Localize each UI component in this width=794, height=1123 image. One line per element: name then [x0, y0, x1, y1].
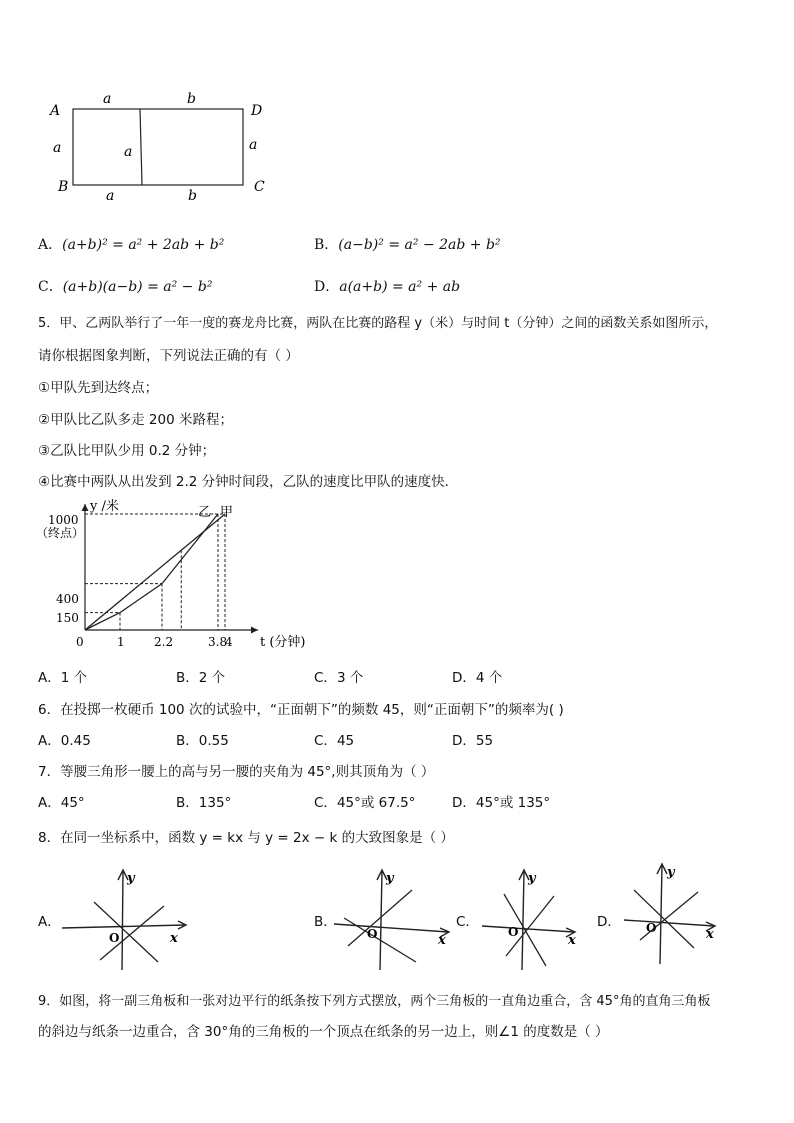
q6-option-a: A．0.45 [38, 733, 91, 749]
label-bottom-a: a [106, 188, 115, 200]
ytick-endpoint: （终点） [36, 526, 85, 540]
q7-option-a: A．45° [38, 795, 85, 811]
q9-question-line1: 9．如图，将一副三角板和一张对边平行的纸条按下列方式摆放，两个三角板的一直角边重合，含 45°角的直角三角板 [38, 994, 711, 1009]
q4-option-a: A．(a+b)² = a² + 2ab + b² [38, 237, 225, 253]
y-axis-label: y /米 [90, 499, 119, 514]
q8-graph-c [478, 866, 588, 974]
q5-option-b: B．2 个 [176, 670, 226, 686]
q8-option-c-label: C． [456, 914, 479, 930]
rectangle-outline [73, 109, 243, 185]
ytick-1000: 1000 [48, 513, 79, 527]
rectangle-figure [40, 85, 280, 200]
label-left-a: a [53, 140, 62, 156]
graph-d-x-label: x [706, 927, 714, 942]
q6-option-b: B．0.55 [176, 733, 229, 749]
series-label-yi: 乙 [198, 505, 212, 520]
q8-graph-b [330, 866, 460, 974]
origin-label: 0 [76, 635, 84, 649]
q8-graph-a [60, 866, 190, 974]
q7-option-b: B．135° [176, 795, 232, 811]
label-right-a: a [249, 137, 258, 153]
q5-statement-3: ③乙队比甲队少用 0.2 分钟； [38, 443, 216, 459]
vertex-d: D [251, 103, 263, 119]
q5-option-a: A．1 个 [38, 670, 88, 686]
graph-a-line-1 [94, 902, 158, 962]
vertex-a: A [50, 103, 61, 119]
rectangle-divider [140, 109, 142, 185]
q5-statement-2: ②甲队比乙队多走 200 米路程； [38, 412, 233, 428]
q8-graph-d [620, 858, 730, 966]
graph-a-x-label: x [170, 931, 178, 946]
series-yi-segment-1 [120, 584, 162, 613]
x-axis-label: t (分钟) [260, 635, 306, 650]
graph-d-y-label: y [667, 865, 675, 880]
q5-question-line1: 5．甲、乙两队举行了一年一度的赛龙舟比赛，两队在比赛的路程 y（米）与时间 t（分钟）之间的函数关系如图所示， [38, 316, 718, 331]
graph-b-y-label: y [386, 871, 394, 886]
q4-option-d: D．a(a+b) = a² + ab [314, 279, 461, 295]
graph-c-x-label: x [568, 933, 576, 948]
xtick-2-2: 2.2 [154, 635, 174, 649]
label-top-b: b [187, 91, 196, 107]
series-yi-segment-2 [162, 514, 218, 584]
label-bottom-b: b [188, 188, 197, 200]
ytick-400: 400 [56, 592, 79, 606]
vertex-b: B [58, 179, 69, 195]
q5-question-line2: 请你根据图象判断，下列说法正确的有（ ） [38, 348, 299, 364]
graph-b-x-label: x [438, 933, 446, 948]
q4-option-c: C．(a+b)(a−b) = a² − b² [38, 279, 213, 295]
series-jia-segment-0 [85, 514, 225, 630]
q7-option-d: D．45°或 135° [452, 795, 551, 811]
series-label-jia: 甲 [220, 505, 234, 520]
q8-option-a-label: A． [38, 914, 61, 930]
q6-option-c: C．45 [314, 733, 355, 749]
q5-statement-1: ①甲队先到达终点； [38, 380, 159, 396]
xtick-3-8: 3.8 [208, 635, 228, 649]
graph-d-line-1 [634, 890, 694, 948]
q5-option-c: C．3 个 [314, 670, 364, 686]
q5-statement-4: ④比赛中两队从出发到 2.2 分钟时间段，乙队的速度比甲队的速度快． [38, 474, 459, 490]
q4-option-b: B．(a−b)² = a² − 2ab + b² [314, 237, 501, 253]
q8-question: 8．在同一坐标系中，函数 y = kx 与 y = 2x − k 的大致图象是（ ） [38, 830, 454, 846]
vertex-c: C [254, 179, 265, 195]
q8-option-d-label: D． [597, 914, 621, 930]
q8-option-b-label: B． [314, 914, 337, 930]
xtick-1: 1 [117, 635, 125, 649]
ytick-150: 150 [56, 611, 79, 625]
graph-d-origin: O [646, 921, 657, 935]
label-top-a: a [103, 91, 112, 107]
graph-a-origin: O [109, 931, 120, 945]
race-chart [30, 496, 320, 656]
xtick-4: 4 [225, 635, 233, 649]
graph-c-origin: O [508, 925, 519, 939]
q6-option-d: D．55 [452, 733, 494, 749]
q9-question-line2: 的斜边与纸条一边重合，含 30°角的三角板的一个顶点在纸条的另一边上，则∠1 的度数是（ ） [38, 1024, 609, 1040]
label-mid-a: a [124, 144, 133, 160]
graph-c-y-label: y [528, 871, 536, 886]
q5-option-d: D．4 个 [452, 670, 503, 686]
graph-b-origin: O [367, 927, 378, 941]
graph-a-y-label: y [127, 871, 135, 886]
q7-question: 7．等腰三角形一腰上的高与另一腰的夹角为 45°,则其顶角为（ ） [38, 764, 435, 780]
q7-option-c: C．45°或 67.5° [314, 795, 416, 811]
q6-question: 6．在投掷一枚硬币 100 次的试验中，“正面朝下”的频数 45，则“正面朝下”的频率为( ) [38, 702, 564, 718]
